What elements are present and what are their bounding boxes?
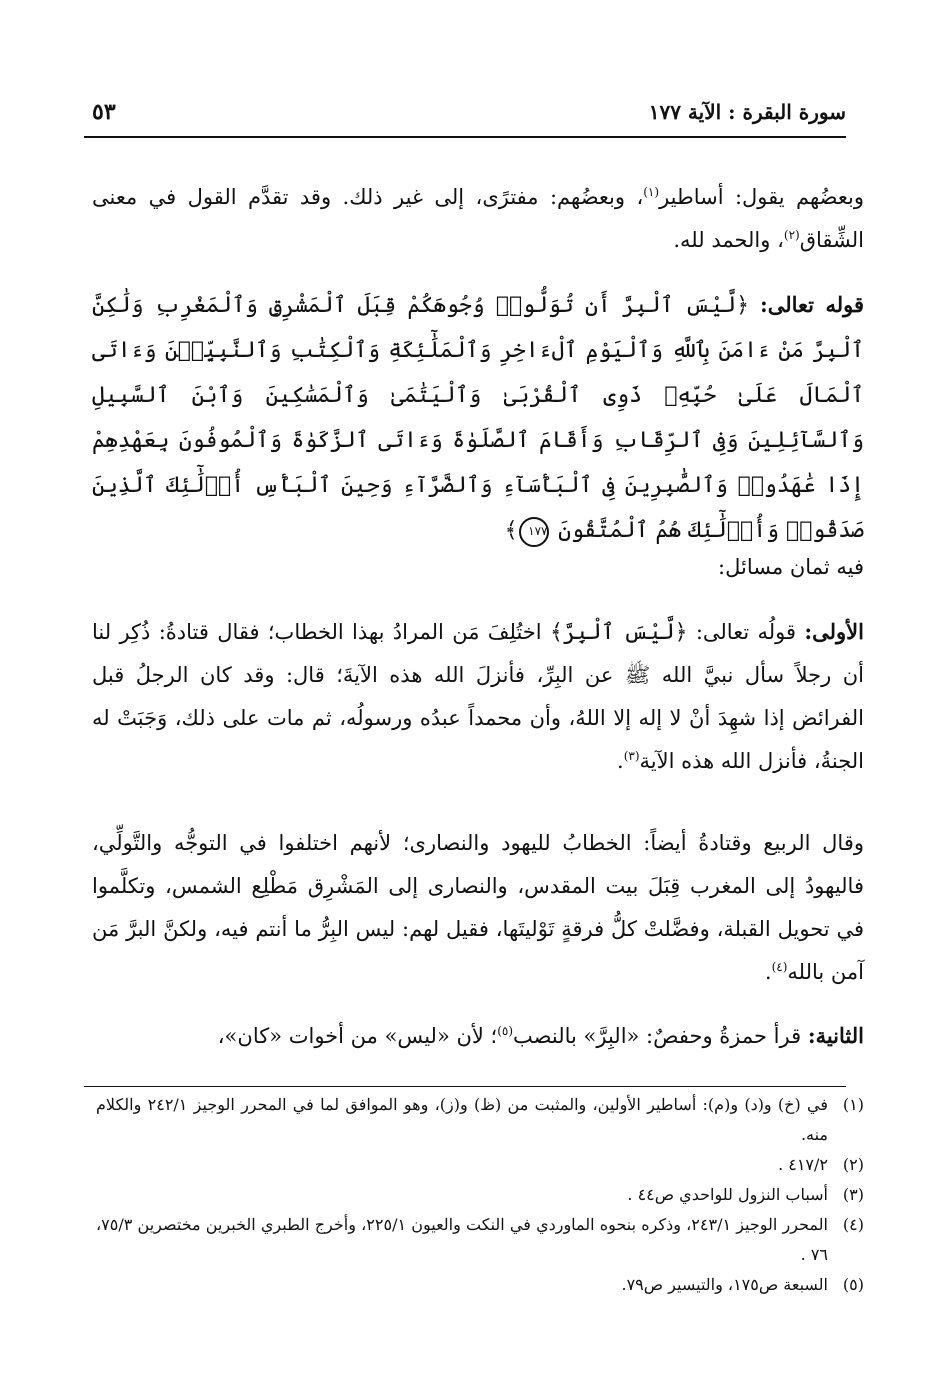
rabi-text-1: وقال الربيع وقتادةُ أيضاً: الخطابُ لليهود والنصارى؛ لأنهم اختلفوا في التوجُّه والتَّولِّي، فاليهودُ إلى المغرب قِبَلَ بيت المقدس، والنصارى إلى المَشْرِق مَطْلِع الشمس، وتكلَّموا في تحويل القبلة، وفضَّلتْ كلُّ فرقةٍ تَوْليتَها، فقيل لهم: ليس البِرُّ ما أنتم فيه، ولكنَّ البرَّ مَن آمن بالله [92, 831, 864, 984]
masail-heading-block [92, 546, 864, 589]
footnote [96, 1180, 864, 1210]
verse-block [92, 283, 864, 553]
footnote-text: السبعة ص١٧٥، والتيسير ص٧٩. [621, 1275, 828, 1294]
second-issue-text-1: قرأ حمزةُ وحفصٌ: «البِرَّ» بالنصب [513, 1024, 802, 1048]
intro-text-3: ، والحمد لله. [673, 228, 784, 252]
verse-lead: قوله تعالى: [759, 292, 864, 317]
footnote-text: ٤١٧/٢ . [778, 1155, 828, 1174]
footnote-text: في (خ) و(د) و(م): أساطير الأولين، والمثبت من (ظ) و(ز)، وهو الموافق لما في المحرر الوجيز ٢٤٢/١ والكلام منه. [96, 1095, 829, 1144]
ayah-number-marker: ١٧٧ [519, 517, 549, 547]
second-issue-text-2: ؛ لأن «ليس» من أخوات «كان»، [217, 1024, 498, 1048]
footnote-text: أسباب النزول للواحدي ص٤٤ . [627, 1185, 828, 1204]
footnote-ref-5[interactable]: (٥) [497, 1024, 514, 1038]
second-issue-paragraph [92, 1014, 864, 1058]
verse-text: لَّيْسَ ٱلْبِرَّ أَن تُوَلُّوا۟ وُجُوهَكُمْ قِبَلَ ٱلْمَشْرِقِ وَٱلْمَغْرِبِ وَلَٰكِنَّ ٱلْبِرَّ مَنْ ءَامَنَ بِٱللَّهِ وَٱلْيَوْمِ ٱلْءَاخِرِ وَٱلْمَلَٰٓئِكَةِ وَٱلْكِتَٰبِ وَٱلنَّبِيِّـۧنَ وَءَاتَى ٱلْمَالَ عَلَىٰ حُبِّهِۦ ذَوِى ٱلْقُرْبَىٰ وَٱلْيَتَٰمَىٰ وَٱلْمَسَٰكِينَ وَٱبْنَ ٱلسَّبِيلِ وَٱلسَّآئِلِينَ وَفِى ٱلرِّقَابِ وَأَقَامَ ٱلصَّلَوٰةَ وَءَاتَى ٱلزَّكَوٰةَ وَٱلْمُوفُونَ بِعَهْدِهِمْ إِذَا عَٰهَدُوا۟ وَٱلصَّٰبِرِينَ فِى ٱلْبَأْسَآءِ وَٱلضَّرَّآءِ وَحِينَ ٱلْبَأْسِ أُو۟لَٰٓئِكَ ٱلَّذِينَ صَدَقُوا۟ وَأُو۟لَٰٓئِكَ هُمُ ٱلْمُتَّقُونَ [92, 293, 864, 543]
footnote [96, 1270, 864, 1300]
footnote-ref-3[interactable]: (٣) [623, 749, 640, 763]
footnote-mark: (٣) [842, 1185, 864, 1204]
first-issue-text-1: قولُه تعالى: [695, 620, 797, 644]
footnote [96, 1150, 864, 1180]
verse-close-bracket: ﴾ [504, 518, 518, 543]
page-number: ٥٣ [92, 99, 116, 125]
intro-text-2: ، وبعضُهم: مفترًى، إلى غير ذلك. وقد تقدَّم القول في معنى الشِّقاق [92, 185, 864, 252]
footnote [96, 1210, 864, 1270]
first-issue-label: الأولى: [804, 619, 864, 644]
intro-text-1: وبعضُهم يقول: أساطير [659, 185, 864, 209]
rabi-text-2: . [764, 960, 772, 984]
running-title: سورة البقرة : الآية ١٧٧ [648, 100, 846, 124]
footnote-ref-2[interactable]: (٢) [783, 228, 800, 242]
footnote-rule [84, 1086, 846, 1087]
intro-paragraph [92, 176, 864, 262]
masail-heading: فيه ثمان مسائل: [718, 555, 864, 579]
footnote-ref-1[interactable]: (١) [643, 185, 660, 199]
footnote-mark: (١) [842, 1095, 864, 1114]
first-issue-text-2: اختُلِفَ مَن المرادُ بهذا الخطاب؛ فقال قتادةُ: ذُكِر لنا أن رجلاً سأل نبيَّ الله ﷺ عن البِرِّ، فأنزلَ الله هذه الآيةَ؛ قال: وقد كان الرجلُ قبل الفرائض إذا شهِدَ أنْ لا إله إلا اللهُ، وأن محمداً عبدُه ورسولُه، ثم مات على ذلك، وَجَبَتْ له الجنةُ، فأنزل الله هذه الآية [92, 620, 864, 773]
header-rule [84, 136, 846, 138]
first-issue-paragraph [92, 610, 864, 783]
footnote [96, 1090, 864, 1150]
first-issue-quote: ﴿لَّيْسَ ٱلْبِرَّ﴾ [549, 620, 688, 645]
footnote-ref-4[interactable]: (٤) [771, 960, 788, 974]
footnote-mark: (٤) [842, 1215, 864, 1234]
footnotes [96, 1090, 864, 1300]
first-issue-text-3: . [617, 749, 624, 773]
second-issue-label: الثانية: [807, 1023, 864, 1048]
rabi-paragraph [92, 822, 864, 994]
footnote-mark: (٥) [842, 1275, 864, 1294]
footnote-text: المحرر الوجيز ٢٤٣/١، وذكره بنحوه الماوردي في النكت والعيون ٢٢٥/١، وأخرج الطبري الخبرين مختصرين ٧٥/٣، ٧٦ . [96, 1215, 829, 1264]
verse-open-bracket: ﴿ [736, 293, 750, 318]
page-header [92, 92, 846, 132]
footnote-mark: (٢) [842, 1155, 864, 1174]
